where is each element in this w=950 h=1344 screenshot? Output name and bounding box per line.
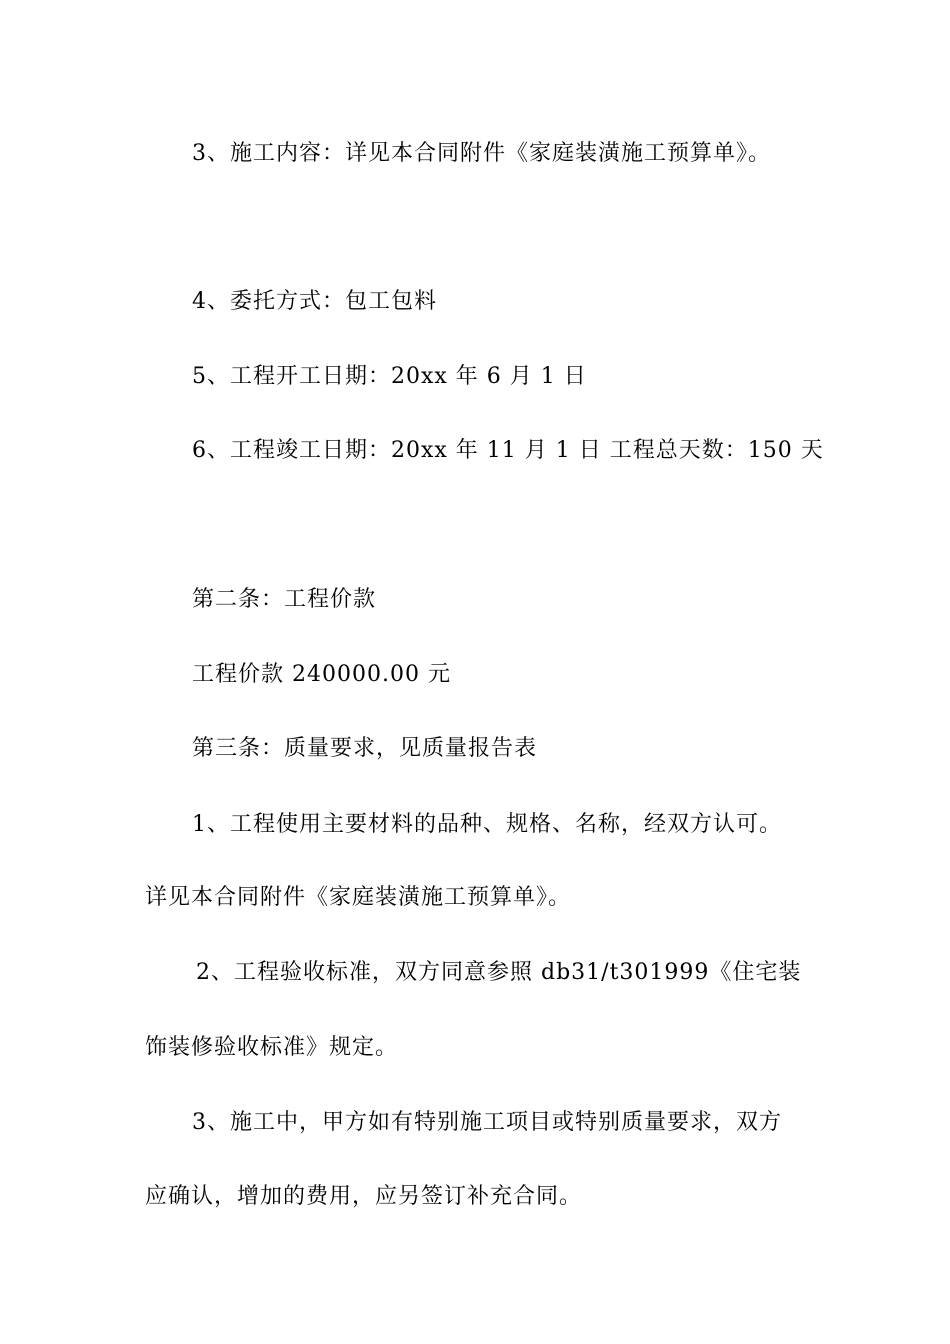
clause-completion-date: 6、工程竣工日期：20xx 年 11 月 1 日 工程总天数：150 天 (192, 438, 824, 463)
clause-commission-method: 4、委托方式：包工包料 (192, 289, 437, 314)
quality-item-3-line-1: 3、施工中，甲方如有特别施工项目或特别质量要求，双方 (192, 1110, 782, 1135)
article-two-heading: 第二条：工程价款 (192, 587, 377, 612)
quality-item-2-line-2: 饰装修验收标准》规定。 (145, 1035, 399, 1060)
clause-construction-content: 3、施工内容：详见本合同附件《家庭装潢施工预算单》。 (192, 141, 771, 166)
quality-item-1-line-2: 详见本合同附件《家庭装潢施工预算单》。 (145, 885, 572, 910)
article-three-heading: 第三条：质量要求，见质量报告表 (192, 736, 538, 761)
quality-item-1-line-1: 1、工程使用主要材料的品种、规格、名称，经双方认可。 (192, 812, 782, 837)
project-price-text: 工程价款 240000.00 元 (192, 662, 451, 687)
clause-start-date: 5、工程开工日期：20xx 年 6 月 1 日 (192, 364, 587, 389)
quality-item-3-line-2: 应确认，增加的费用，应另签订补充合同。 (145, 1184, 583, 1209)
quality-item-2-line-1: 2、工程验收标准，双方同意参照 db31/t301999《住宅装 (196, 960, 802, 985)
